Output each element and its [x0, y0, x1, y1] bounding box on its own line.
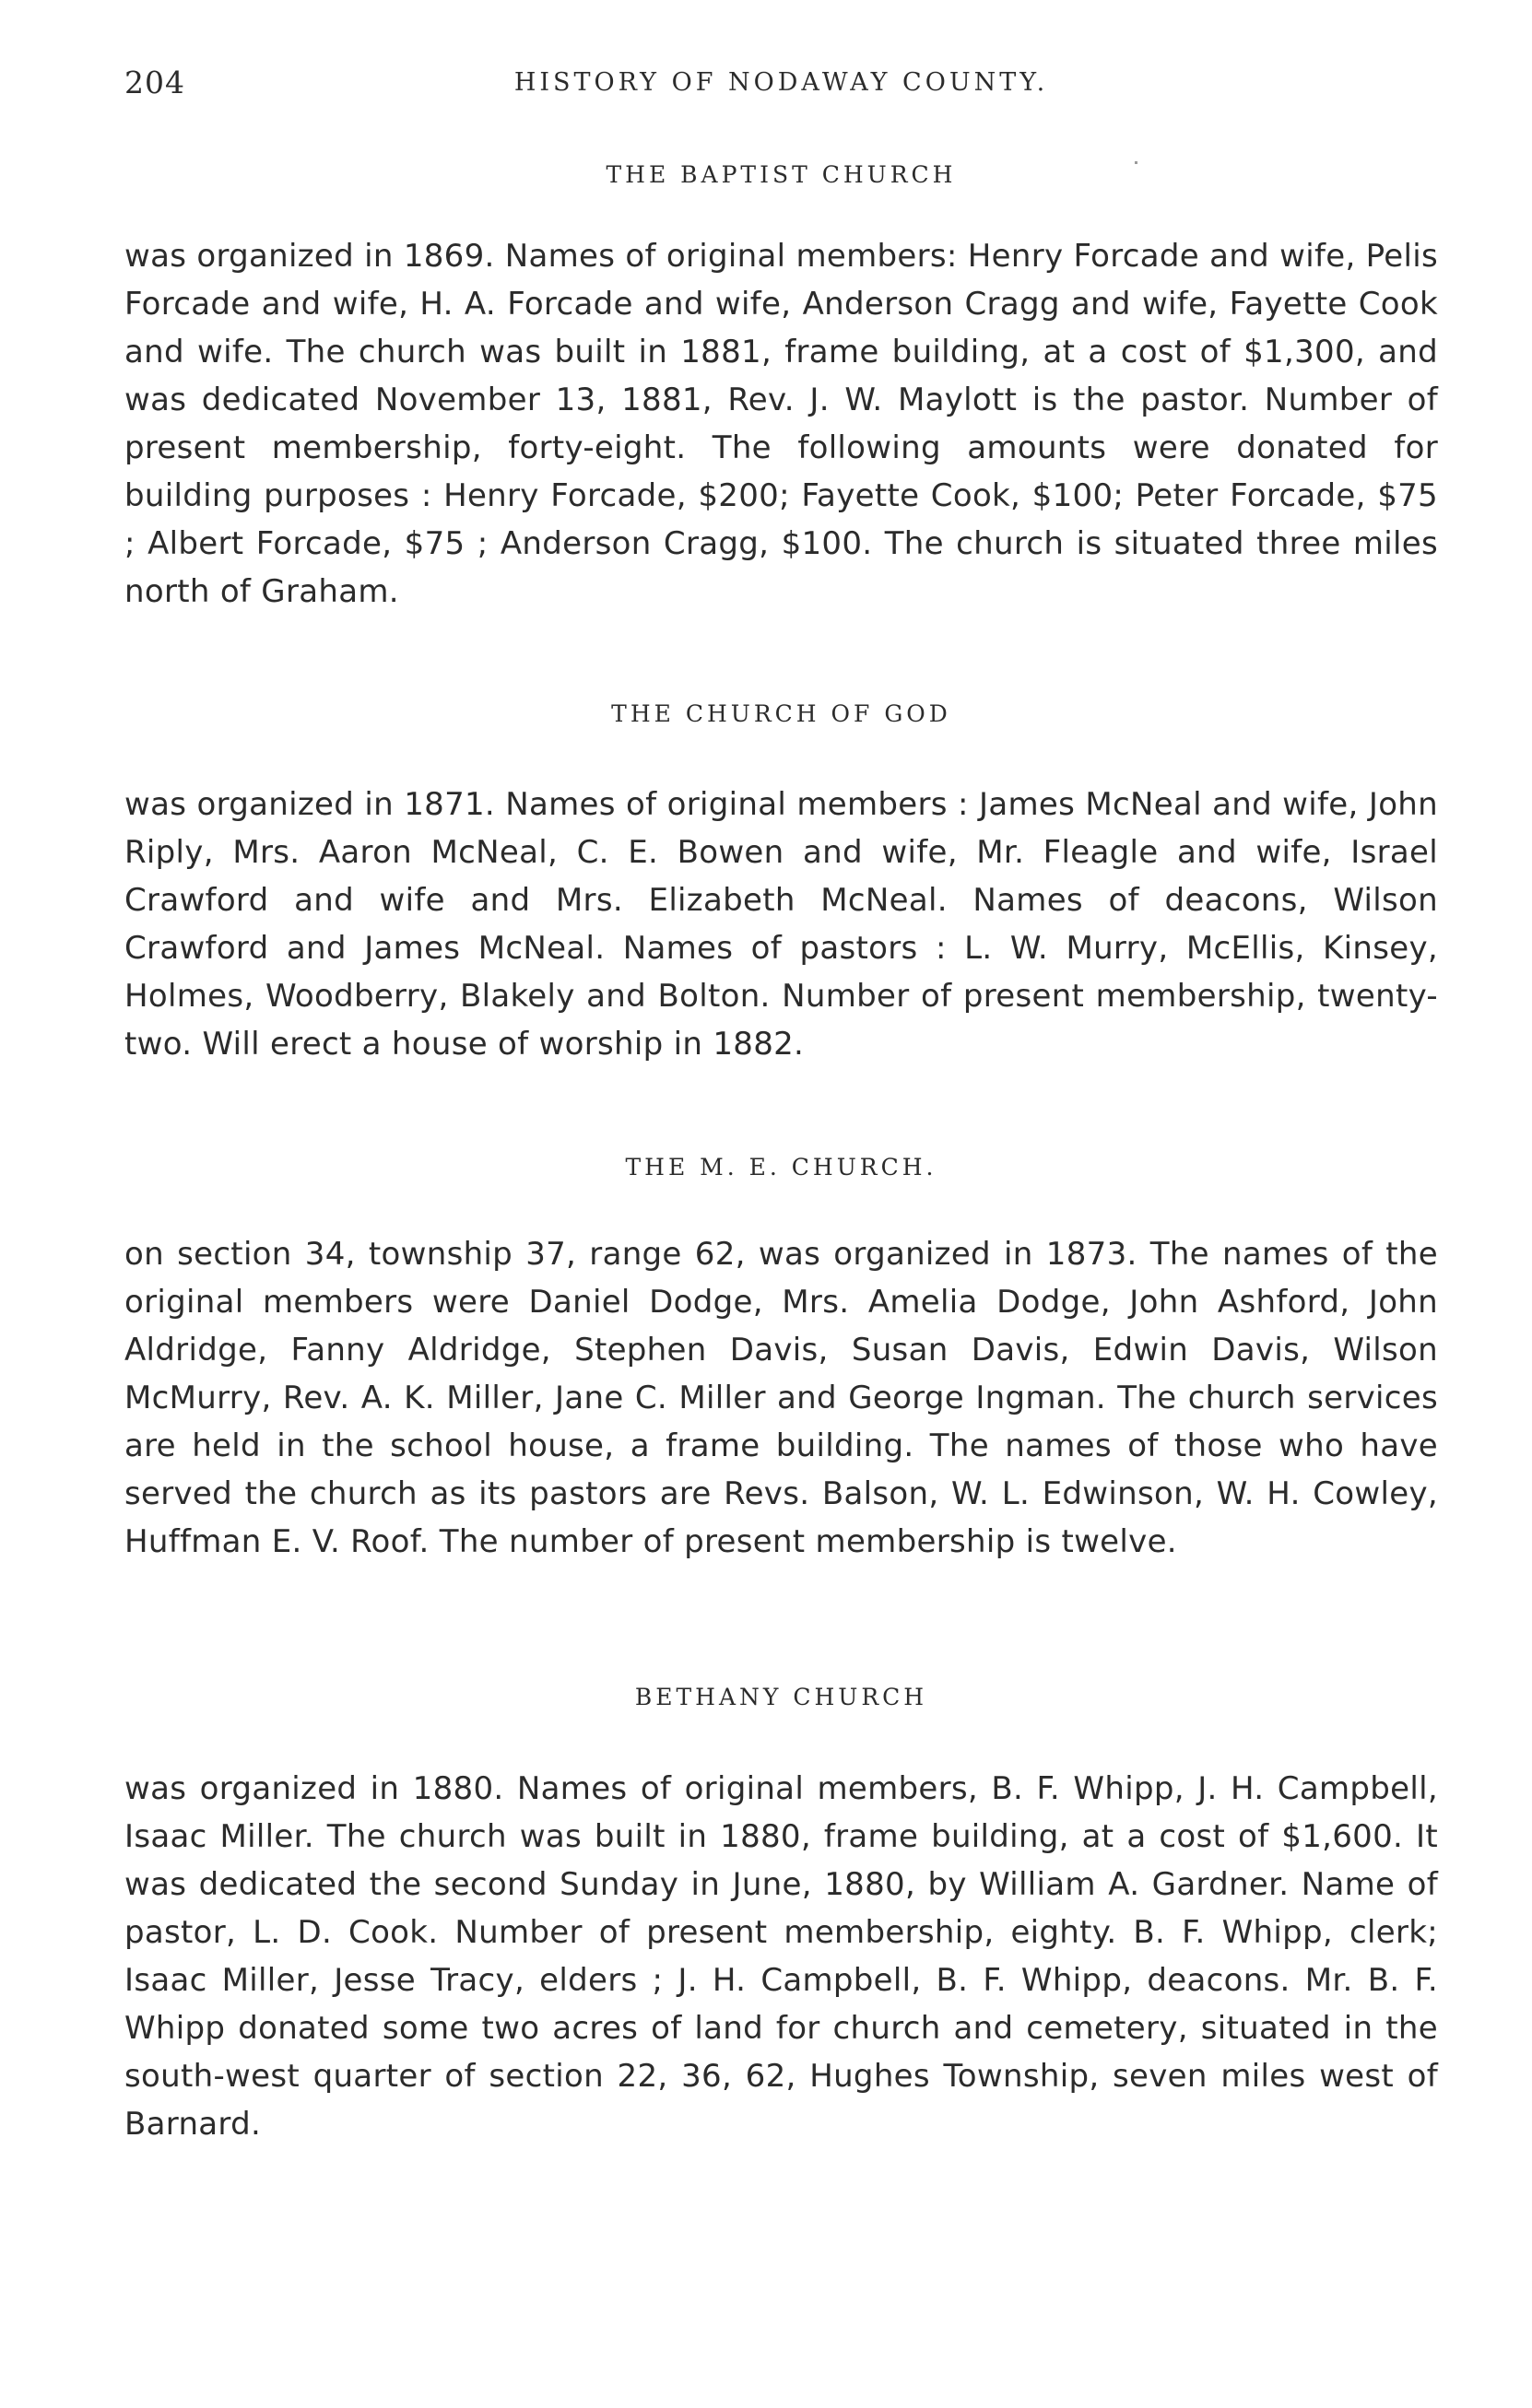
section-text-me-church: on section 34, township 37, range 62, was organized in 1873. The names of the original members were Daniel Dodge, Mrs. Amelia Dodge, John Ashford, John Aldridge, Fanny Aldridge, Stephen Davis, Susan Davis, Edwin Davis, Wilson McMurry, Rev. A. K. Miller, Jane C. Miller and George Ingman. The church services are held in the school house, a frame building. The names of those who have served the church as its pastors are Revs. Balson, W. L. Edwinson, W. H. Cowley, Huffman E. V. Roof. The number of present membership is twelve.	[124, 1236, 1438, 1560]
section-text-church-of-god: was organized in 1871. Names of original members : James McNeal and wife, John Riply, Mrs. Aaron McNeal, C. E. Bowen and wife, Mr. Fleagle and wife, Israel Crawford and wife and Mrs. Elizabeth McNeal. Names of deacons, Wilson Crawford and James McNeal. Names of pastors : L. W. Murry, McEllis, Kinsey, Holmes, Woodberry, Blakely and Bolton. Number of present membership, twenty-two. Will erect a house of worship in 1882.	[124, 786, 1438, 1063]
section-heading-me-church: THE M. E. CHURCH.	[625, 1154, 937, 1181]
section-text-bethany-church: was organized in 1880. Names of original members, B. F. Whipp, J. H. Campbell, Isaac Miller. The church was built in 1880, frame building, at a cost of $1,600. It was dedicated the second Sunday in June, 1880, by William A. Gardner. Name of pastor, L. D. Cook. Number of present membership, eighty. B. F. Whipp, clerk; Isaac Miller, Jesse Tracy, elders ; J. H. Campbell, B. F. Whipp, deacons. Mr. B. F. Whipp donated some two acres of land for church and cemetery, situated in the south-west quarter of section 22, 36, 62, Hughes Township, seven miles west of Barnard.	[124, 1770, 1438, 2143]
page-number: 204	[124, 65, 185, 100]
book-title: HISTORY OF NODAWAY COUNTY.	[513, 68, 1049, 97]
running-head	[124, 65, 1438, 111]
section-heading-bethany-church: BETHANY CHURCH	[634, 1684, 928, 1710]
section-heading-baptist-church: THE BAPTIST CHURCH	[606, 161, 957, 188]
section-text-baptist-church: was organized in 1869. Names of original members: Henry Forcade and wife, Pelis Forcade and wife, H. A. Forcade and wife, Anderson Cragg and wife, Fayette Cook and wife. The church was built in 1881, frame building, at a cost of $1,300, and was dedicated November 13, 1881, Rev. J. W. Maylott is the pastor. Number of present membership, forty-eight. The following amounts were donated for building purposes : Henry Forcade, $200; Fayette Cook, $100; Peter Forcade, $75 ; Albert Forcade, $75 ; Anderson Cragg, $100. The church is situated three miles north of Graham.	[124, 238, 1438, 610]
section-heading-church-of-god: THE CHURCH OF GOD	[611, 700, 951, 727]
